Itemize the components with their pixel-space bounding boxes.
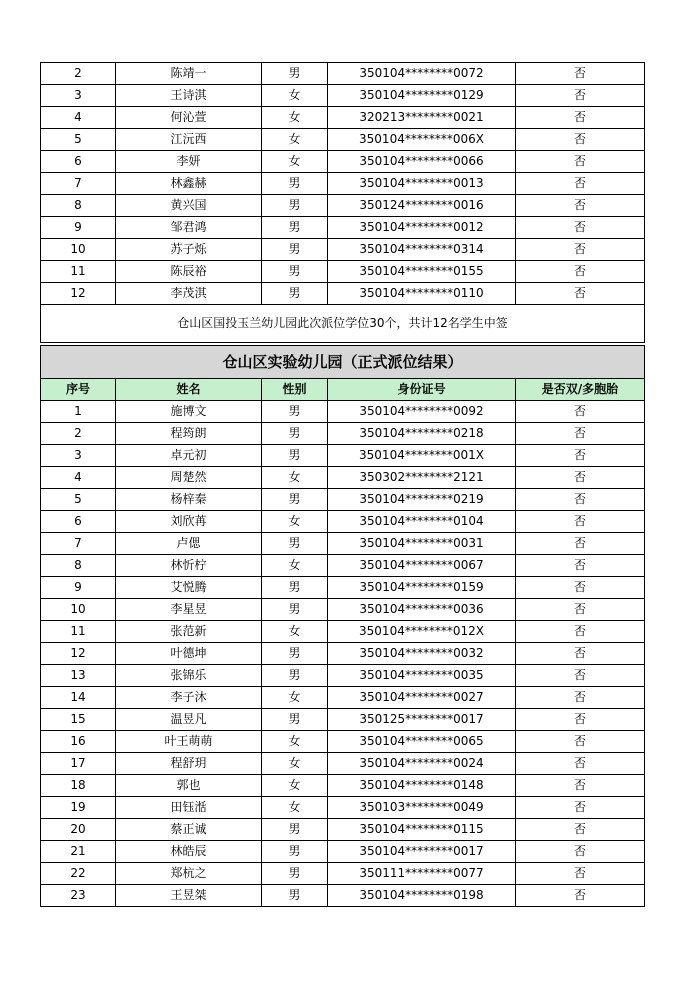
cell-no: 12	[41, 283, 116, 305]
table-row	[41, 863, 645, 885]
table-row	[41, 599, 645, 621]
cell-gender: 男	[262, 401, 328, 423]
cell-gender: 女	[262, 129, 328, 151]
cell-id: 350104********0110	[328, 283, 516, 305]
cell-twin: 否	[516, 621, 645, 643]
cell-gender: 男	[262, 841, 328, 863]
table-row	[41, 107, 645, 129]
cell-twin: 否	[516, 85, 645, 107]
cell-id: 350302********2121	[328, 467, 516, 489]
cell-name: 程筠朗	[116, 423, 262, 445]
cell-name: 周楚然	[116, 467, 262, 489]
cell-no: 8	[41, 195, 116, 217]
cell-no: 14	[41, 687, 116, 709]
cell-id: 350104********0013	[328, 173, 516, 195]
results-body	[41, 401, 645, 907]
table-row	[41, 423, 645, 445]
cell-no: 23	[41, 885, 116, 907]
cell-gender: 男	[262, 217, 328, 239]
cell-name: 李茂淇	[116, 283, 262, 305]
cell-name: 陈辰裕	[116, 261, 262, 283]
cell-gender: 男	[262, 665, 328, 687]
summary-row	[41, 305, 645, 343]
cell-twin: 否	[516, 107, 645, 129]
kindergarten-title: 仓山区实验幼儿园（正式派位结果）	[41, 346, 645, 379]
cell-gender: 男	[262, 599, 328, 621]
table-row	[41, 151, 645, 173]
cell-gender: 女	[262, 467, 328, 489]
cell-no: 21	[41, 841, 116, 863]
table-row	[41, 401, 645, 423]
cell-name: 李星昱	[116, 599, 262, 621]
table-row	[41, 283, 645, 305]
cell-no: 22	[41, 863, 116, 885]
cell-gender: 男	[262, 709, 328, 731]
cell-no: 4	[41, 107, 116, 129]
cell-id: 350104********0115	[328, 819, 516, 841]
cell-twin: 否	[516, 753, 645, 775]
cell-name: 邹君鸿	[116, 217, 262, 239]
summary-text: 仓山区国投玉兰幼儿园此次派位学位30个，共计12名学生中签	[41, 305, 645, 343]
cell-name: 王诗淇	[116, 85, 262, 107]
cell-name: 卢偲	[116, 533, 262, 555]
table-row	[41, 63, 645, 85]
table-row	[41, 621, 645, 643]
cell-no: 5	[41, 129, 116, 151]
cell-gender: 男	[262, 173, 328, 195]
cell-id: 350104********0218	[328, 423, 516, 445]
cell-id: 350104********0032	[328, 643, 516, 665]
cell-gender: 女	[262, 687, 328, 709]
cell-id: 350125********0017	[328, 709, 516, 731]
table-row	[41, 841, 645, 863]
cell-name: 艾悦腾	[116, 577, 262, 599]
cell-twin: 否	[516, 173, 645, 195]
cell-id: 350104********0198	[328, 885, 516, 907]
cell-id: 350104********0104	[328, 511, 516, 533]
cell-twin: 否	[516, 841, 645, 863]
cell-no: 3	[41, 445, 116, 467]
cell-gender: 女	[262, 731, 328, 753]
cell-id: 350104********0159	[328, 577, 516, 599]
cell-no: 19	[41, 797, 116, 819]
cell-id: 320213********0021	[328, 107, 516, 129]
table-row	[41, 687, 645, 709]
cell-gender: 男	[262, 445, 328, 467]
cell-no: 6	[41, 151, 116, 173]
table-row	[41, 797, 645, 819]
cell-gender: 女	[262, 107, 328, 129]
cell-gender: 男	[262, 239, 328, 261]
header-name: 姓名	[116, 379, 262, 401]
cell-id: 350104********0155	[328, 261, 516, 283]
cell-gender: 女	[262, 151, 328, 173]
cell-no: 17	[41, 753, 116, 775]
header-twin: 是否双/多胞胎	[516, 379, 645, 401]
cell-id: 350104********0065	[328, 731, 516, 753]
cell-name: 李子沐	[116, 687, 262, 709]
table-row	[41, 753, 645, 775]
cell-no: 7	[41, 533, 116, 555]
cell-name: 田钰湉	[116, 797, 262, 819]
cell-twin: 否	[516, 687, 645, 709]
cell-twin: 否	[516, 445, 645, 467]
cell-id: 350111********0077	[328, 863, 516, 885]
cell-twin: 否	[516, 577, 645, 599]
cell-name: 卓元初	[116, 445, 262, 467]
cell-no: 10	[41, 239, 116, 261]
cell-gender: 男	[262, 643, 328, 665]
cell-no: 8	[41, 555, 116, 577]
cell-twin: 否	[516, 643, 645, 665]
cell-name: 叶王萌萌	[116, 731, 262, 753]
cell-no: 10	[41, 599, 116, 621]
cell-id: 350124********0016	[328, 195, 516, 217]
cell-no: 1	[41, 401, 116, 423]
cell-gender: 男	[262, 261, 328, 283]
table-row	[41, 819, 645, 841]
table-row	[41, 173, 645, 195]
cell-id: 350104********0035	[328, 665, 516, 687]
table-row	[41, 85, 645, 107]
table-row	[41, 709, 645, 731]
cell-no: 2	[41, 423, 116, 445]
cell-twin: 否	[516, 885, 645, 907]
cell-name: 陈靖一	[116, 63, 262, 85]
table-row	[41, 195, 645, 217]
cell-twin: 否	[516, 261, 645, 283]
cell-gender: 男	[262, 819, 328, 841]
table-row	[41, 489, 645, 511]
table-row	[41, 261, 645, 283]
cell-id: 350104********012X	[328, 621, 516, 643]
header-id: 身份证号	[328, 379, 516, 401]
table-row	[41, 555, 645, 577]
cell-id: 350104********0066	[328, 151, 516, 173]
cell-name: 施博文	[116, 401, 262, 423]
cell-twin: 否	[516, 665, 645, 687]
cell-id: 350104********0012	[328, 217, 516, 239]
cell-gender: 女	[262, 753, 328, 775]
cell-no: 2	[41, 63, 116, 85]
cell-name: 叶德坤	[116, 643, 262, 665]
cell-id: 350104********0072	[328, 63, 516, 85]
cell-name: 林皓辰	[116, 841, 262, 863]
cell-name: 黄兴国	[116, 195, 262, 217]
cell-no: 3	[41, 85, 116, 107]
cell-gender: 男	[262, 533, 328, 555]
cell-no: 9	[41, 577, 116, 599]
cell-no: 4	[41, 467, 116, 489]
cell-twin: 否	[516, 533, 645, 555]
table-row	[41, 731, 645, 753]
cell-twin: 否	[516, 467, 645, 489]
previous-results-body	[41, 63, 645, 305]
cell-gender: 女	[262, 621, 328, 643]
table-row	[41, 467, 645, 489]
cell-no: 6	[41, 511, 116, 533]
cell-name: 郑杭之	[116, 863, 262, 885]
cell-name: 蔡正诚	[116, 819, 262, 841]
table-row	[41, 239, 645, 261]
cell-name: 林忻柠	[116, 555, 262, 577]
cell-no: 7	[41, 173, 116, 195]
cell-id: 350104********001X	[328, 445, 516, 467]
previous-kindergarten-table	[40, 62, 645, 343]
cell-gender: 女	[262, 511, 328, 533]
table-row	[41, 885, 645, 907]
cell-name: 王昱桀	[116, 885, 262, 907]
table-row	[41, 533, 645, 555]
table-row	[41, 217, 645, 239]
cell-twin: 否	[516, 151, 645, 173]
cell-twin: 否	[516, 709, 645, 731]
cell-twin: 否	[516, 195, 645, 217]
cell-name: 林鑫赫	[116, 173, 262, 195]
cell-id: 350104********0027	[328, 687, 516, 709]
cell-name: 刘欣苒	[116, 511, 262, 533]
cell-no: 16	[41, 731, 116, 753]
experimental-kindergarten-table	[40, 345, 645, 907]
header-row	[41, 379, 645, 401]
cell-gender: 女	[262, 797, 328, 819]
cell-gender: 男	[262, 885, 328, 907]
cell-name: 江沅西	[116, 129, 262, 151]
cell-gender: 女	[262, 85, 328, 107]
cell-twin: 否	[516, 863, 645, 885]
cell-id: 350104********0024	[328, 753, 516, 775]
cell-name: 杨梓秦	[116, 489, 262, 511]
table-row	[41, 643, 645, 665]
cell-no: 13	[41, 665, 116, 687]
cell-name: 张范新	[116, 621, 262, 643]
cell-id: 350104********0129	[328, 85, 516, 107]
cell-twin: 否	[516, 239, 645, 261]
cell-id: 350104********0017	[328, 841, 516, 863]
cell-no: 9	[41, 217, 116, 239]
cell-twin: 否	[516, 511, 645, 533]
cell-no: 5	[41, 489, 116, 511]
cell-name: 程舒玥	[116, 753, 262, 775]
cell-name: 苏子烁	[116, 239, 262, 261]
cell-twin: 否	[516, 731, 645, 753]
cell-name: 何沁萱	[116, 107, 262, 129]
cell-twin: 否	[516, 797, 645, 819]
cell-id: 350104********0031	[328, 533, 516, 555]
cell-id: 350104********0067	[328, 555, 516, 577]
cell-id: 350104********0314	[328, 239, 516, 261]
cell-gender: 男	[262, 863, 328, 885]
cell-twin: 否	[516, 599, 645, 621]
cell-gender: 女	[262, 555, 328, 577]
cell-twin: 否	[516, 217, 645, 239]
cell-gender: 男	[262, 423, 328, 445]
cell-twin: 否	[516, 401, 645, 423]
header-no: 序号	[41, 379, 116, 401]
cell-no: 20	[41, 819, 116, 841]
cell-no: 11	[41, 621, 116, 643]
cell-twin: 否	[516, 489, 645, 511]
cell-name: 郭也	[116, 775, 262, 797]
cell-name: 张锦乐	[116, 665, 262, 687]
cell-twin: 否	[516, 819, 645, 841]
table-row	[41, 577, 645, 599]
cell-twin: 否	[516, 63, 645, 85]
cell-twin: 否	[516, 129, 645, 151]
cell-gender: 男	[262, 195, 328, 217]
cell-twin: 否	[516, 283, 645, 305]
cell-twin: 否	[516, 555, 645, 577]
cell-gender: 女	[262, 775, 328, 797]
cell-id: 350104********0092	[328, 401, 516, 423]
cell-no: 12	[41, 643, 116, 665]
cell-gender: 男	[262, 489, 328, 511]
cell-gender: 男	[262, 577, 328, 599]
table-row	[41, 129, 645, 151]
cell-twin: 否	[516, 423, 645, 445]
table-row	[41, 775, 645, 797]
cell-id: 350104********006X	[328, 129, 516, 151]
cell-id: 350104********0219	[328, 489, 516, 511]
cell-gender: 男	[262, 283, 328, 305]
cell-no: 15	[41, 709, 116, 731]
table-row	[41, 445, 645, 467]
cell-no: 18	[41, 775, 116, 797]
cell-id: 350104********0036	[328, 599, 516, 621]
table-row	[41, 511, 645, 533]
cell-no: 11	[41, 261, 116, 283]
header-gender: 性别	[262, 379, 328, 401]
cell-name: 李妍	[116, 151, 262, 173]
cell-twin: 否	[516, 775, 645, 797]
table-row	[41, 665, 645, 687]
cell-id: 350103********0049	[328, 797, 516, 819]
cell-name: 温昱凡	[116, 709, 262, 731]
kindergarten-title-row	[41, 346, 645, 379]
cell-id: 350104********0148	[328, 775, 516, 797]
cell-gender: 男	[262, 63, 328, 85]
